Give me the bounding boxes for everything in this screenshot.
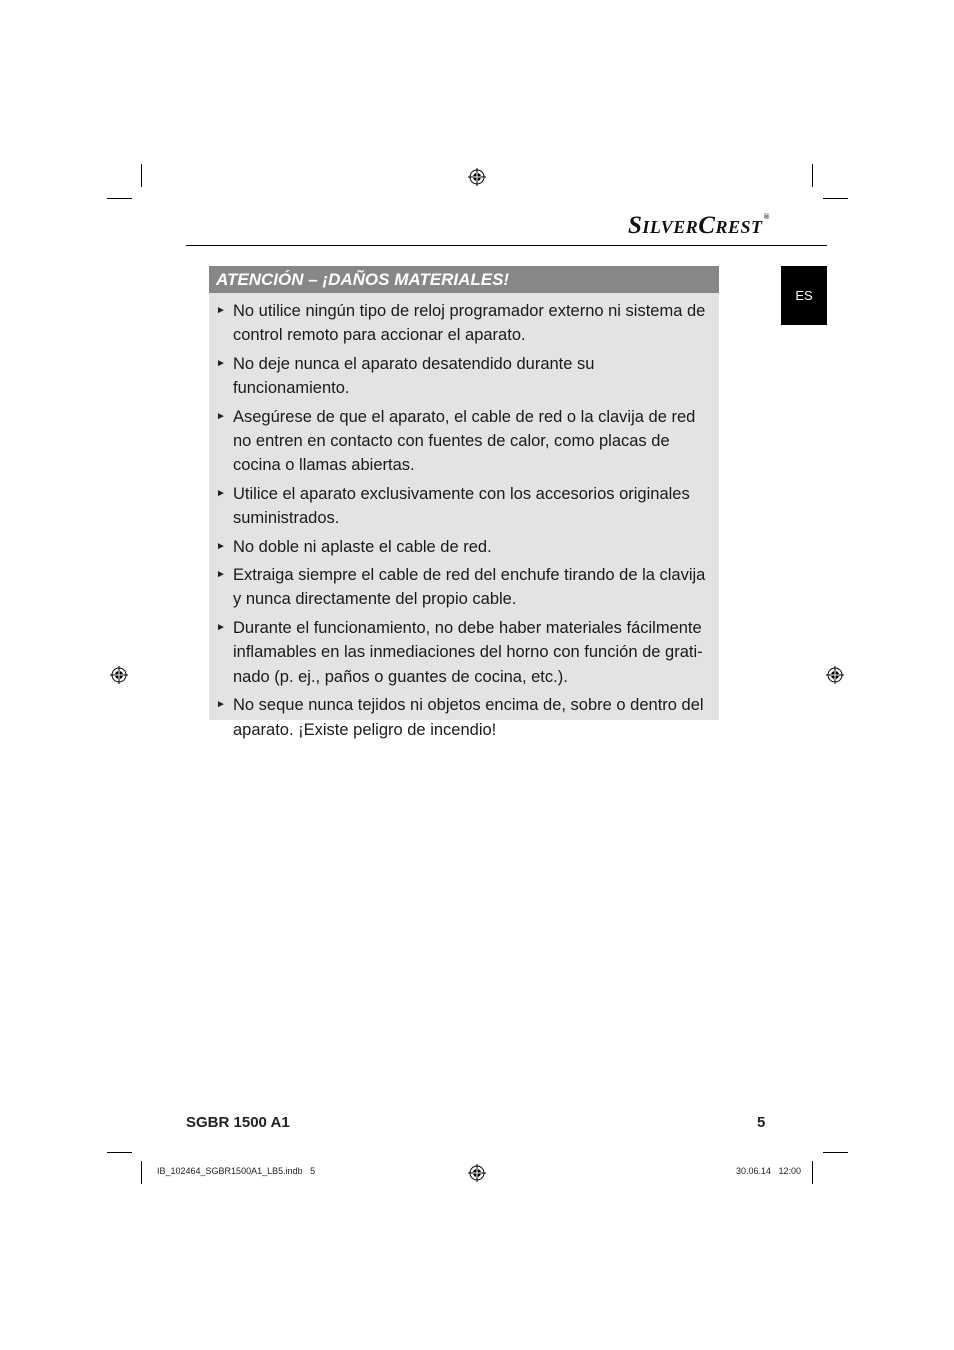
list-item bbox=[216, 616, 713, 689]
crop-mark bbox=[141, 164, 142, 187]
warning-box bbox=[209, 266, 719, 739]
print-slug-datetime bbox=[736, 1166, 801, 1176]
language-tab: ES bbox=[781, 266, 827, 325]
page-number: 5 bbox=[757, 1114, 766, 1131]
registration-mark-icon bbox=[826, 666, 844, 684]
footer-model: SGBR 1500 A1 bbox=[186, 1114, 290, 1131]
registration-mark-icon bbox=[468, 168, 486, 186]
list-item-text: No seque nunca tejidos ni objetos encima de, sobre o dentro del aparato. ¡Existe peligro de incendio! bbox=[233, 696, 704, 739]
bullet-arrow-icon: ► bbox=[216, 305, 226, 316]
crop-mark bbox=[812, 1161, 813, 1184]
bullet-arrow-icon: ► bbox=[216, 410, 226, 422]
list-item bbox=[216, 482, 713, 531]
warning-title: ATENCIÓN – ¡DAÑOS MATERIALES! bbox=[209, 266, 719, 293]
crop-mark bbox=[141, 1161, 142, 1184]
list-item bbox=[216, 563, 713, 612]
bullet-arrow-icon: ► bbox=[216, 569, 226, 581]
warning-list bbox=[209, 293, 719, 742]
bullet-arrow-icon: ► bbox=[216, 621, 226, 633]
logo-letters: ILVER bbox=[642, 217, 699, 237]
bullet-arrow-icon: ► bbox=[216, 487, 226, 499]
list-item-text: Asegúrese de que el aparato, el cable de red o la clavija de red no entren en contacto con fuentes de calor, como placas de cocina o llamas abiertas. bbox=[233, 407, 696, 475]
list-item-text: Durante el funcionamiento, no debe haber materiales fácilmente inflamables en las inmediaciones del horno con función de grati-nado (p. ej., paños o guantes de cocina, etc.). bbox=[233, 618, 703, 686]
crop-mark bbox=[107, 198, 132, 199]
crop-mark bbox=[823, 1152, 848, 1153]
brand-logo bbox=[628, 212, 770, 240]
crop-mark bbox=[107, 1152, 132, 1153]
list-item bbox=[216, 693, 713, 742]
list-item-text: Extraiga siempre el cable de red del enchufe tirando de la clavija y nunca directamente del propio cable. bbox=[233, 566, 706, 609]
list-item-text: No deje nunca el aparato desatendido durante su funcionamiento. bbox=[233, 354, 595, 398]
header-rule bbox=[186, 245, 827, 246]
list-item-text: No utilice ningún tipo de reloj programador externo ni sistema de control remoto para accionar el aparato. bbox=[233, 302, 706, 345]
registered-mark: ® bbox=[763, 212, 770, 221]
bullet-arrow-icon: ► bbox=[216, 540, 226, 552]
crop-mark bbox=[812, 164, 813, 187]
list-item bbox=[216, 352, 713, 401]
registration-mark-icon bbox=[110, 666, 128, 684]
logo-letter: C bbox=[698, 212, 716, 239]
list-item-text: No doble ni aplaste el cable de red. bbox=[233, 537, 492, 556]
print-slug-file bbox=[157, 1166, 315, 1176]
bullet-arrow-icon: ► bbox=[216, 699, 226, 711]
crop-mark bbox=[823, 198, 848, 199]
registration-mark-icon bbox=[468, 1164, 486, 1182]
logo-letters: REST bbox=[715, 217, 763, 237]
list-item bbox=[216, 405, 713, 478]
list-item bbox=[216, 299, 713, 348]
slug-file-text: IB_102464_SGBR1500A1_LB5.indb 5 bbox=[157, 1166, 316, 1176]
logo-letter: S bbox=[628, 212, 643, 239]
list-item bbox=[216, 535, 713, 559]
slug-datetime-text: 30.06.14 12:00 bbox=[736, 1166, 802, 1176]
bullet-arrow-icon: ► bbox=[216, 357, 226, 369]
list-item-text: Utilice el aparato exclusivamente con los accesorios originales suministrados. bbox=[233, 484, 690, 528]
